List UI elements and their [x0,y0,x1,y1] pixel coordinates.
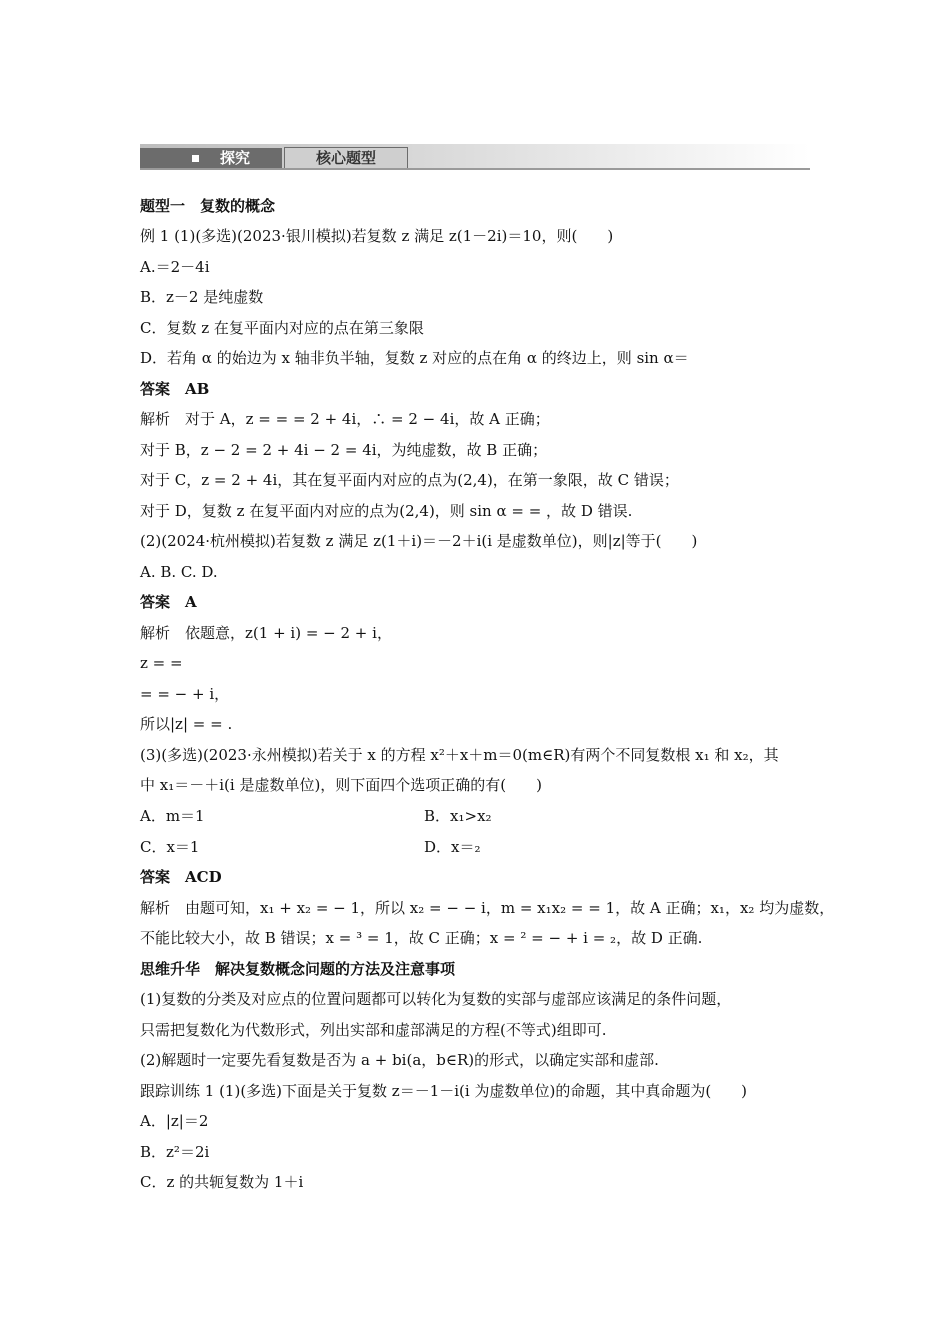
square-bullet-icon [192,155,199,162]
analysis-line: z = = [140,654,183,672]
analysis-line: 解析 由题可知，x₁ + x₂ = − 1，所以 x₂ = − − i，m = x₁x₂ = = 1，故 A 正确；x₁，x₂ 均为虚数， [140,899,835,917]
example-1-question-3: (3)(多选)(2023·永州模拟)若关于 x 的方程 x²＋x＋m＝0(m∈R)有两个不同复数根 x₁ 和 x₂，其 [140,746,779,764]
option-b: B．z－2 是纯虚数 [140,288,264,306]
practice-1-question: 跟踪训练 1 (1)(多选)下面是关于复数 z＝－1－i(i 为虚数单位)的命题，其中真命题为( ) [140,1082,748,1100]
option-c: C．z 的共轭复数为 1＋i [140,1173,304,1191]
summary-heading: 思维升华 解决复数概念问题的方法及注意事项 [140,960,456,978]
option-b: B．x₁>x₂ [424,807,492,825]
analysis-line: = = − + i， [140,685,230,703]
option-b: B．z²＝2i [140,1143,210,1161]
option-c: C．x＝1 [140,838,200,856]
answer-2: 答案 A [140,593,197,611]
summary-line: (2)解题时一定要先看复数是否为 a + bi(a，b∈R)的形式，以确定实部和虚部. [140,1051,659,1069]
option-d: D．x＝₂ [424,838,481,856]
analysis-line: 对于 C，z = 2 + 4i，其在复平面内对应的点为(2,4)，在第一象限，故 C 错误； [140,471,679,489]
example-1-question-1: 例 1 (1)(多选)(2023·银川模拟)若复数 z 满足 z(1－2i)＝10，则( ) [140,227,614,245]
options-row: A. B. C. D. [140,563,218,581]
analysis-line: 对于 D，复数 z 在复平面内对应的点为(2,4)，则 sin α = = ，故 D 错误. [140,502,633,520]
banner-tab-core-types: 核心题型 [284,147,408,169]
summary-line: 只需把复数化为代数形式，列出实部和虚部满足的方程(不等式)组即可. [140,1021,607,1039]
example-1-question-2: (2)(2024·杭州模拟)若复数 z 满足 z(1＋i)＝－2＋i(i 是虚数单位)，则|z|等于( ) [140,532,698,550]
option-a: A．m＝1 [140,807,205,825]
summary-line: (1)复数的分类及对应点的位置问题都可以转化为复数的实部与虚部应该满足的条件问题， [140,990,732,1008]
option-a: A.＝2－4i [140,258,210,276]
example-1-question-3-cont: 中 x₁＝－＋i(i 是虚数单位)，则下面四个选项正确的有( ) [140,776,543,794]
section-banner [140,144,810,172]
banner-tab-explore-label: 探究 [220,149,251,167]
analysis-line: 不能比较大小，故 B 错误；x = ³ = 1，故 C 正确；x = ² = − + i = ₂，故 D 正确. [140,929,703,947]
analysis-line: 所以|z| = = . [140,715,233,733]
analysis-line: 解析 依题意，z(1 + i) = − 2 + i， [140,624,392,642]
option-d: D．若角 α 的始边为 x 轴非负半轴，复数 z 对应的点在角 α 的终边上，则 sin α＝ [140,349,689,367]
answer-3: 答案 ACD [140,868,222,886]
banner-rule [140,168,810,170]
option-a: A．|z|＝2 [140,1112,209,1130]
analysis-line: 对于 B，z − 2 = 2 + 4i − 2 = 4i，为纯虚数，故 B 正确； [140,441,548,459]
option-c: C．复数 z 在复平面内对应的点在第三象限 [140,319,424,337]
analysis-line: 解析 对于 A，z = = = 2 + 4i，∴ = 2 − 4i，故 A 正确； [140,410,550,428]
answer-1: 答案 AB [140,380,210,398]
section-heading: 题型一 复数的概念 [140,197,276,215]
banner-tab-explore [140,148,282,168]
